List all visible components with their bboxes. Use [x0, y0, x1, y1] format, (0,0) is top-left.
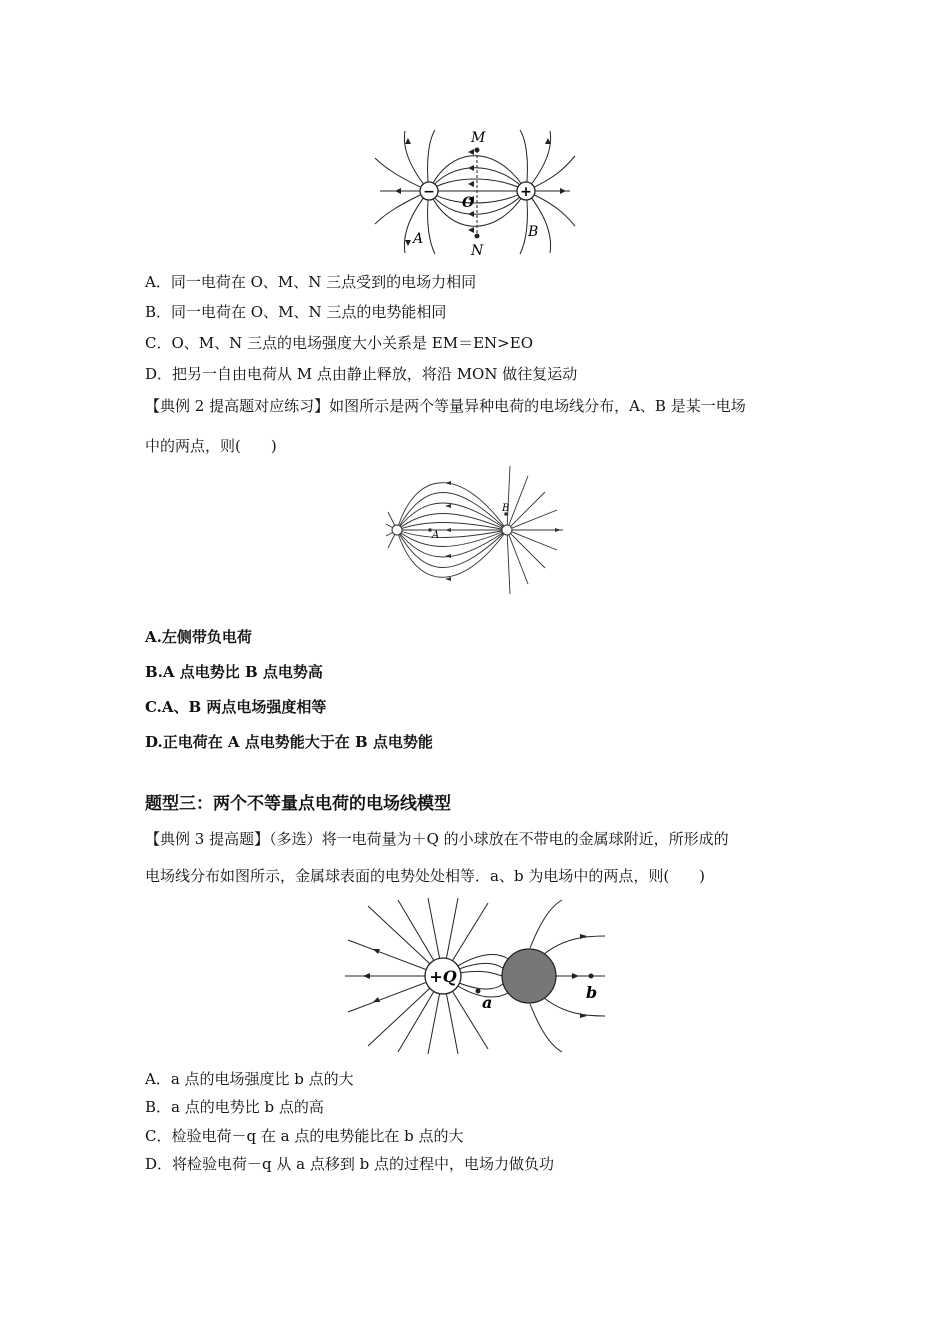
field-line: [397, 514, 507, 531]
field-line: [507, 492, 545, 530]
right-charge: [502, 525, 512, 535]
label-a: A: [413, 231, 424, 247]
label-b: B: [528, 224, 539, 240]
figure-charge-and-metal-sphere: [340, 898, 610, 1058]
field-line: [530, 900, 562, 948]
example2-line1: 【典例 2 提高题对应练习】如图所示是两个等量异种电荷的电场线分布，A、B 是某一电场: [145, 397, 746, 415]
q3-option-b: B．a 点的电势比 b 点的高: [145, 1098, 324, 1116]
negative-sign: −: [423, 184, 435, 200]
field-line: [507, 476, 528, 530]
q1-option-b: B．同一电荷在 O、M、N 三点的电势能相同: [145, 303, 447, 321]
field-line: [507, 530, 528, 584]
q2-option-c: C.A、B 两点电场强度相等: [145, 698, 327, 716]
field-line: [397, 493, 510, 531]
point-b: [589, 974, 594, 979]
figure-opposite-charges: [385, 462, 570, 597]
q2-option-d: D.正电荷在 A 点电势能大于在 B 点电势能: [145, 733, 433, 751]
field-line: [526, 191, 551, 253]
field-line: [544, 936, 605, 954]
field-line: [397, 530, 507, 547]
example2-line2: 中的两点，则( ): [145, 437, 277, 455]
figure-dipole-field: [370, 128, 580, 258]
label-n: N: [471, 243, 484, 258]
q3-option-c: C．检验电荷－q 在 a 点的电势能比在 b 点的大: [145, 1127, 464, 1145]
label-b: B: [502, 503, 510, 514]
q1-option-d: D．把另一自由电荷从 M 点由静止释放，将沿 MON 做往复运动: [145, 365, 578, 383]
field-line: [507, 530, 557, 550]
field-line: [530, 1004, 562, 1052]
field-line: [397, 530, 507, 568]
field-line: [507, 510, 557, 530]
q1-option-c: C．O、M、N 三点的电场强度大小关系是 EM＝EN>EO: [145, 334, 533, 352]
label-o: O: [462, 195, 475, 211]
point-m: [475, 148, 480, 153]
left-charge: [392, 525, 402, 535]
label-q: +Q: [429, 967, 457, 986]
field-line: [507, 530, 510, 594]
label-m: M: [471, 130, 486, 146]
label-a: a: [482, 993, 493, 1012]
positive-sign: +: [520, 184, 532, 200]
metal-sphere: [502, 949, 556, 1003]
field-line: [507, 530, 545, 568]
q2-option-a: A.左侧带负电荷: [145, 628, 252, 646]
example3-line2: 电场线分布如图所示，金属球表面的电势处处相等．a、b 为电场中的两点，则( ): [145, 867, 706, 885]
field-line: [507, 466, 510, 530]
example3-line1: 【典例 3 提高题】（多选）将一电荷量为＋Q 的小球放在不带电的金属球附近，所形成的: [145, 830, 729, 848]
label-a: A: [432, 530, 440, 541]
q3-option-a: A．a 点的电场强度比 b 点的大: [145, 1070, 354, 1088]
section3-title: 题型三：两个不等量点电荷的电场线模型: [145, 794, 451, 814]
point-a: [476, 989, 481, 994]
q2-option-b: B.A 点电势比 B 点电势高: [145, 663, 323, 681]
point-n: [475, 234, 480, 239]
q1-option-a: A．同一电荷在 O、M、N 三点受到的电场力相同: [145, 273, 477, 291]
field-line: [526, 131, 551, 191]
q3-option-d: D．将检验电荷－q 从 a 点移到 b 点的过程中，电场力做负功: [145, 1155, 555, 1173]
label-b: b: [586, 983, 598, 1002]
